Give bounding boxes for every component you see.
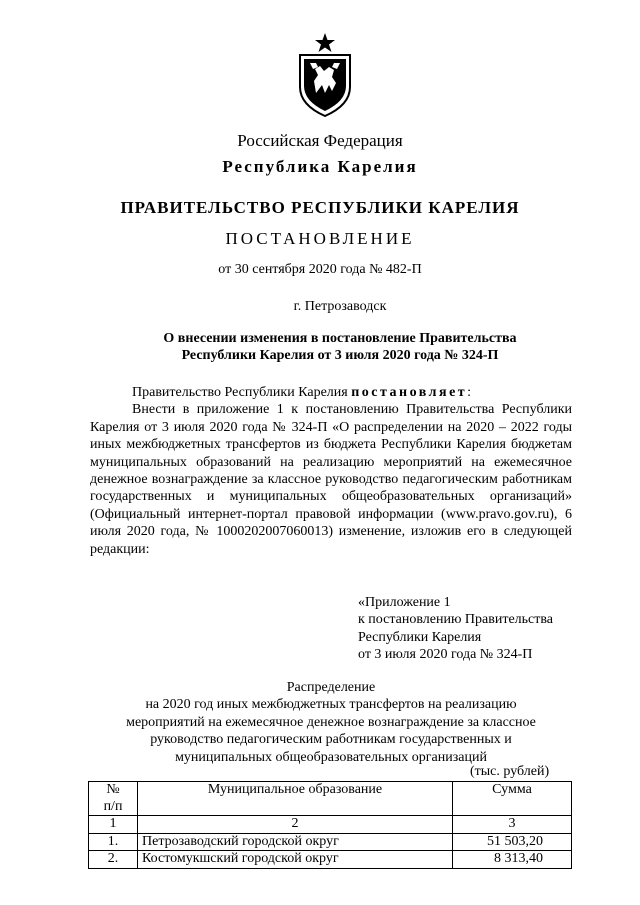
- amendment-paragraph: Внести в приложение 1 к постановлению Правительства Республики Карелия от 3 июля 2020 года № 324-П «О распределении на 2020 – 2022 годы иных межбюджетных трансфертов из бюджета Республики Карелия бюджетам муниципальных образований на реализацию мероприятий на ежемесячное денежное вознаграждение за классное руководство педагогическим работникам государственных и муниципальных общеобразовательных организаций» (Официальный интернет-портал правовой информации (www.pravo.gov.ru), 6 июля 2020 года, № 1000202007060013) изменение, изложив его в следующей редакции:: [90, 402, 572, 557]
- resolution-paragraph: [90, 384, 572, 401]
- index-cell: 3: [453, 816, 572, 834]
- distribution-line-1: на 2020 год иных межбюджетных трансфертов на реализацию: [145, 697, 517, 713]
- appendix-line-1: «Приложение 1: [358, 595, 451, 610]
- resolution-colon: :: [467, 385, 472, 400]
- country-name: Российская Федерация: [237, 131, 403, 150]
- header-number-sign: №: [106, 782, 120, 797]
- document-subject: [20, 330, 640, 364]
- resolution-lead: Правительство Республики Карелия: [132, 385, 348, 400]
- row-sum: 51 503,20: [453, 833, 572, 851]
- row-number: 1.: [89, 833, 138, 851]
- subject-line-2: Республики Карелия от 3 июля 2020 года № 324-П: [181, 348, 499, 363]
- appendix-line-4: от 3 июля 2020 года № 324-П: [358, 647, 533, 663]
- document-city: г. Петрозаводск: [293, 299, 387, 314]
- government-name: ПРАВИТЕЛЬСТВО РЕСПУБЛИКИ КАРЕЛИЯ: [120, 198, 520, 217]
- index-cell: 2: [138, 816, 453, 834]
- appendix-line-2: к постановлению Правительства: [358, 612, 554, 628]
- header-sum: Сумма: [453, 782, 572, 816]
- row-number: 2.: [89, 851, 138, 869]
- republic-name: Республика Карелия: [222, 157, 418, 176]
- appendix-line-3: Республики Карелия: [358, 629, 482, 645]
- distribution-line-4: муниципальных общеобразовательных организаций: [175, 749, 487, 765]
- table-row: [89, 833, 572, 851]
- document-body: [90, 384, 572, 558]
- row-municipality: Костомукшский городской округ: [138, 851, 453, 869]
- resolves-word: постановляет: [351, 385, 468, 400]
- row-municipality: Петрозаводский городской округ: [138, 833, 453, 851]
- subject-line-1: О внесении изменения в постановление Правительства: [163, 331, 517, 346]
- distribution-line-3: руководство педагогическим работникам государственных и: [150, 732, 512, 748]
- appendix-reference: [358, 594, 553, 664]
- table-header-row: [89, 782, 572, 816]
- header-number-abbr: п/п: [103, 798, 123, 814]
- table-row: [89, 851, 572, 869]
- distribution-line-2: мероприятий на ежемесячное денежное вознаграждение за классное: [126, 714, 536, 730]
- row-sum: 8 313,40: [453, 851, 572, 869]
- table-index-row: [89, 816, 572, 834]
- distribution-title: [90, 679, 572, 766]
- header-number: [89, 782, 138, 816]
- coat-of-arms-emblem: [296, 33, 354, 117]
- header-municipality: Муниципальное образование: [138, 782, 453, 816]
- distribution-table: [88, 781, 572, 869]
- document-type: ПОСТАНОВЛЕНИЕ: [225, 229, 415, 248]
- document-date-number: от 30 сентября 2020 года № 482-П: [218, 262, 422, 277]
- units-label: (тыс. рублей): [470, 764, 550, 779]
- index-cell: 1: [89, 816, 138, 834]
- distribution-heading: Распределение: [286, 680, 376, 695]
